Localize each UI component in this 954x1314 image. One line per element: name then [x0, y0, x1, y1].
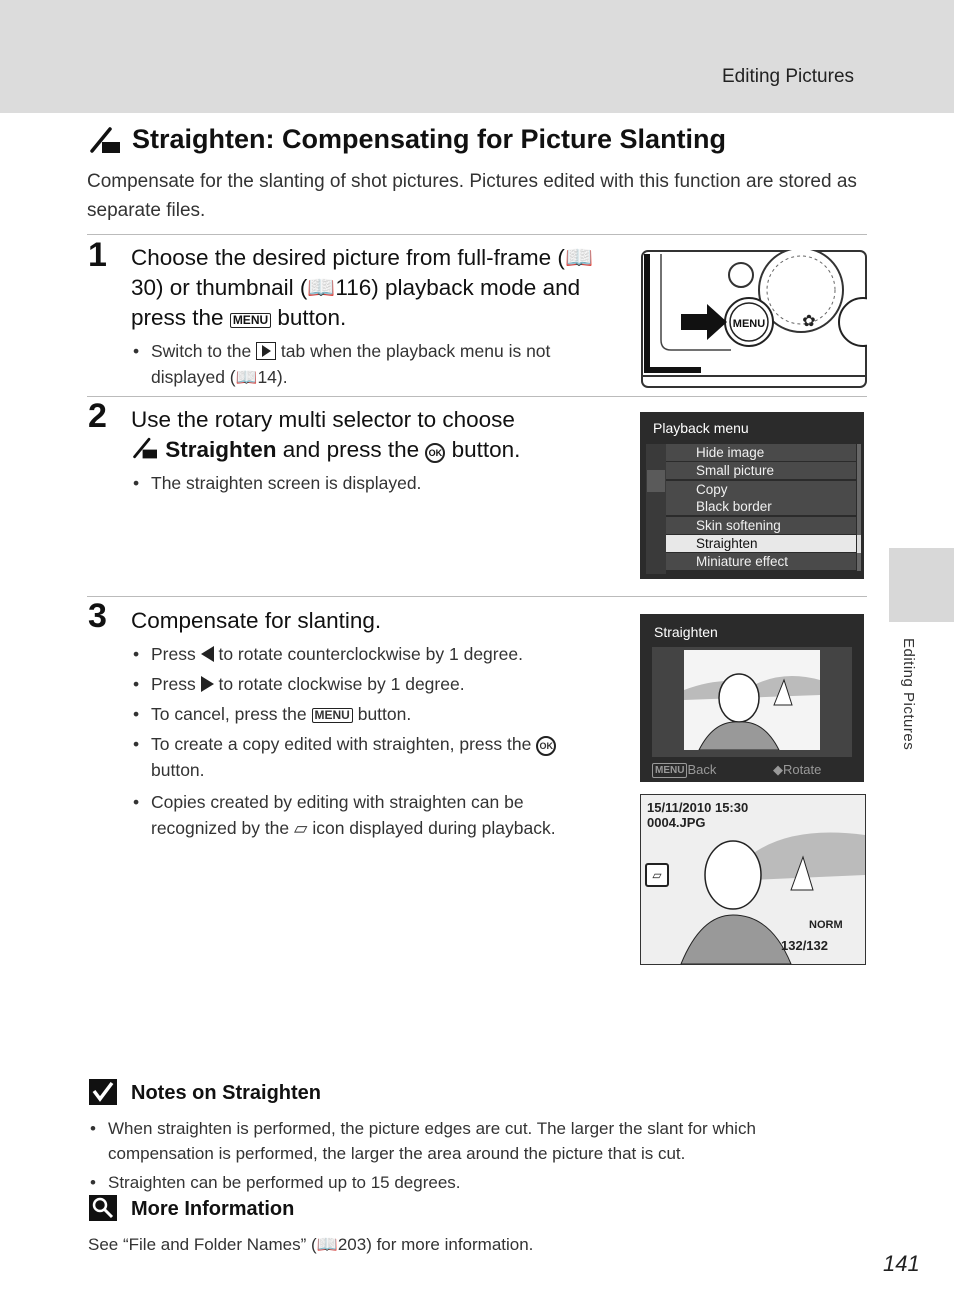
- step-number: 1: [88, 236, 107, 274]
- step-number: 2: [88, 397, 107, 435]
- notes-title: Notes on Straighten: [131, 1082, 322, 1104]
- side-tab: [889, 548, 954, 622]
- page-title: [88, 124, 726, 155]
- section-title: Editing Pictures: [722, 66, 855, 87]
- menu-side-tabs: [646, 444, 666, 574]
- page-number: 141: [883, 1251, 920, 1276]
- straighten-playback-icon: ▱: [294, 818, 308, 838]
- notes-checkmark-icon: [88, 1078, 118, 1106]
- step-2-bullets: [131, 470, 611, 500]
- menu-scroll-thumb[interactable]: [857, 535, 861, 553]
- right-arrow-icon: [201, 676, 214, 692]
- menu-title: Playback menu: [653, 420, 749, 436]
- more-info-title: More Information: [131, 1198, 295, 1220]
- step-1-bullets: [131, 338, 611, 394]
- menu-item-straighten[interactable]: Straighten: [666, 535, 856, 553]
- menu-glyph: MENU: [230, 313, 271, 328]
- playback-filename: 0004.JPG: [647, 815, 706, 830]
- menu-item-miniature-effect[interactable]: Miniature effect: [666, 553, 856, 571]
- list-item: • To cancel, press the MENU button.: [131, 701, 601, 727]
- step-2-heading: Use the rotary multi selector to choose Straighten and press the OK button.: [131, 407, 521, 462]
- list-item: • Press to rotate counterclockwise by 1 degree.: [131, 641, 601, 667]
- menu-item-black-border[interactable]: Black border: [666, 498, 856, 516]
- camera-illustration: [641, 250, 867, 388]
- straightened-icon: ▱: [645, 863, 669, 887]
- intro-text: Compensate for the slanting of shot pictures. Pictures edited with this function are stored as separate files.: [87, 171, 857, 221]
- rotate-hint: ◆Rotate: [773, 762, 822, 777]
- notes-list: [88, 1116, 808, 1199]
- menu-item-skin-softening[interactable]: Skin softening: [666, 517, 856, 535]
- menu-glyph: MENU: [312, 708, 353, 723]
- book-icon: 📖: [564, 245, 593, 270]
- list-item: • Press to rotate clockwise by 1 degree.: [131, 671, 601, 697]
- left-arrow-icon: [201, 646, 214, 662]
- straighten-screen: [640, 614, 864, 782]
- divider: [87, 396, 867, 397]
- step-3-heading: Compensate for slanting.: [131, 608, 382, 633]
- list-item: • Copies created by editing with straighten can be recognized by the ▱ icon displayed during playback.: [131, 789, 601, 841]
- playback-datetime: 15/11/2010 15:30: [647, 800, 749, 815]
- straighten-icon: [88, 125, 122, 155]
- step-1-heading: Choose the desired picture from full-frame (📖30) or thumbnail (📖116) playback mode and press the MENU button.: [131, 245, 593, 330]
- side-label: Editing Pictures: [900, 638, 917, 751]
- playback-tab-icon: [647, 470, 665, 492]
- book-icon: 📖: [235, 367, 258, 387]
- book-icon: 📖: [307, 275, 336, 300]
- more-info-magnifier-icon: [88, 1194, 118, 1222]
- step-3-bullets: [131, 641, 601, 845]
- divider: [87, 234, 867, 235]
- svg-text:✿: ✿: [802, 313, 816, 330]
- list-item: • When straighten is performed, the picture edges are cut. The larger the slant for which compensation is performed, the larger the area around the picture that is cut.: [88, 1116, 808, 1166]
- ok-glyph: OK: [425, 443, 445, 463]
- list-item: • Straighten can be performed up to 15 degrees.: [88, 1170, 808, 1195]
- menu-item-copy[interactable]: Copy: [666, 481, 856, 499]
- menu-item-small-picture[interactable]: Small picture: [666, 462, 856, 480]
- back-hint: MENU Back: [652, 762, 716, 778]
- menu-button-label: MENU: [732, 318, 766, 330]
- step-number: 3: [88, 597, 107, 635]
- straighten-preview-image: [684, 650, 820, 750]
- book-icon: 📖: [316, 1235, 338, 1254]
- playback-screen: [640, 794, 866, 965]
- header-band: [0, 0, 954, 113]
- play-icon: [256, 342, 276, 360]
- straighten-screen-title: Straighten: [654, 624, 718, 640]
- quality-indicator: NORM: [809, 919, 843, 931]
- list-item: • To create a copy edited with straighten, press the OK button.: [131, 731, 601, 783]
- list-item: • Switch to the tab when the playback menu is not displayed (📖14).: [131, 338, 611, 390]
- divider: [87, 596, 867, 597]
- menu-item-hide-image[interactable]: Hide image: [666, 444, 856, 462]
- frame-counter: 132/132: [781, 938, 828, 953]
- list-item: • The straighten screen is displayed.: [131, 470, 611, 496]
- page-title-text: Straighten: Compensating for Picture Slanting: [132, 124, 727, 154]
- more-info-text: See “File and Folder Names” (📖203) for more information.: [88, 1235, 534, 1254]
- ok-glyph: OK: [536, 736, 556, 756]
- straighten-icon: [131, 436, 159, 460]
- rotate-icon: ◆: [773, 762, 783, 777]
